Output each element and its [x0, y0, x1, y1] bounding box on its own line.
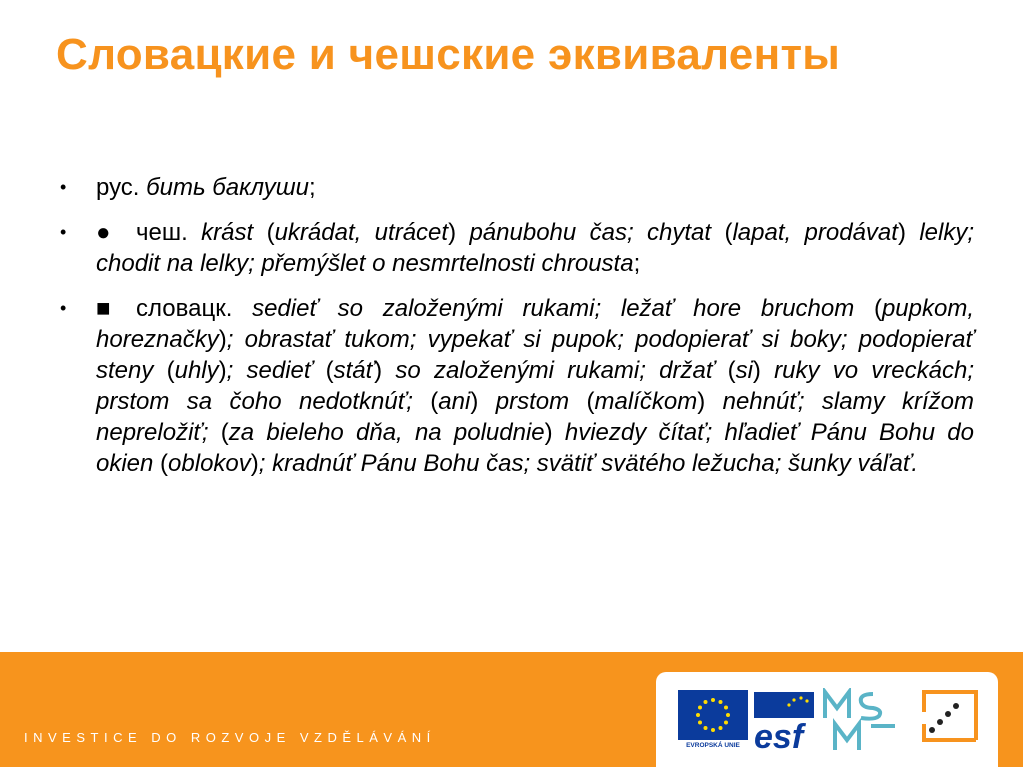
idiom-fragment: malíčkom [594, 388, 698, 415]
idiom-fragment: hviezdy čítať; hľadieť Pánu Bohu do okien [96, 419, 974, 477]
idiom-fragment: prstom [495, 388, 587, 415]
plain-fragment: ( [266, 219, 275, 246]
idiom-fragment: ukrádat, utrácet [274, 219, 449, 246]
plain-fragment: ( [166, 357, 175, 384]
plain-fragment: ( [325, 357, 334, 384]
list-item-russian [60, 172, 974, 203]
idiom-fragment: oblokov [168, 450, 251, 477]
plain-fragment: ) [752, 357, 775, 384]
idiom-fragment: ruky vo vreckách; prstom sa čoho nedotknúť; [96, 357, 974, 415]
idiom-fragment: krást [201, 219, 267, 246]
plain-fragment: ) [250, 450, 259, 477]
punctuation: ; [309, 174, 316, 201]
plain-fragment: ( [586, 388, 595, 415]
idiom-fragment: za bieleho dňa, na poludnie [228, 419, 545, 446]
plain-fragment: ; [633, 250, 641, 277]
idiom-fragment: ; obrastať tukom; vypekať si pupok; podopierať si boky; podopierať steny [96, 326, 974, 384]
language-prefix: чеш. [136, 219, 202, 246]
plain-fragment: ) [448, 219, 470, 246]
plain-fragment: ) [374, 357, 396, 384]
language-prefix: словацк. [136, 295, 253, 322]
idiom-fragment: ; sedieť [226, 357, 326, 384]
bullet-dot: • [60, 222, 67, 242]
idiom-fragment: pupkom, horeznačky [96, 295, 974, 353]
plain-fragment: ) [897, 219, 920, 246]
plain-fragment: ( [160, 450, 169, 477]
esf-logo-icon [754, 692, 819, 752]
idiom-fragment: uhly [174, 357, 219, 384]
footer-bar [0, 652, 1023, 767]
idiom-fragment: si [735, 357, 753, 384]
language-prefix: рус. [96, 174, 147, 201]
idiom-fragment: nehnúť; slamy krížom nepreložiť; [96, 388, 974, 446]
plain-fragment: ) [697, 388, 723, 415]
idiom-parts [96, 295, 974, 477]
idiom-fragment: pánubohu čas; chytat [469, 219, 725, 246]
list-item-czech [60, 217, 974, 279]
slide-title: Словацкие и чешские эквиваленты [56, 30, 841, 79]
circle-mark: ● [96, 219, 111, 246]
idiom-fragment: so založenými rukami; držať [395, 357, 728, 384]
bullet-dot: • [60, 177, 67, 197]
op-vk-logo-icon [918, 684, 982, 754]
idiom-fragment: stáť [333, 357, 375, 384]
idiom-fragment: sedieť so založenými rukami; ležať hore bruchom [252, 295, 874, 322]
plain-fragment: ) [218, 357, 227, 384]
svg-text:esf: esf [754, 718, 804, 752]
plain-fragment: ( [724, 219, 733, 246]
plain-fragment: ) [470, 388, 496, 415]
plain-fragment: ( [220, 419, 229, 446]
footer-slogan: INVESTICE DO ROZVOJE VZDĚLÁVÁNÍ [24, 730, 436, 745]
list-item-slovak [60, 293, 974, 479]
idiom-fragment: lelky; chodit na lelky; přemýšlet o nesmrtelnosti chrousta [96, 219, 975, 277]
logo-panel [656, 672, 998, 767]
idiom-fragment: lapat, prodávat [732, 219, 898, 246]
square-mark: ■ [96, 295, 111, 322]
plain-fragment: ( [430, 388, 439, 415]
eu-flag-icon [678, 690, 748, 740]
plain-fragment: ) [218, 326, 227, 353]
eu-label: EVROPSKÁ UNIE [686, 742, 740, 749]
idiom-text: бить баклуши [146, 174, 309, 201]
idiom-parts [96, 219, 974, 277]
plain-fragment: ) [544, 419, 565, 446]
idiom-fragment: ; kradnúť Pánu Bohu čas; svätiť svätého ležucha; šunky váľať. [258, 450, 919, 477]
msmt-logo-icon [821, 688, 906, 754]
plain-fragment: ( [727, 357, 736, 384]
idiom-fragment: ani [438, 388, 471, 415]
plain-fragment: ( [873, 295, 882, 322]
bullet-dot: • [60, 298, 67, 318]
bullet-list [60, 172, 974, 493]
